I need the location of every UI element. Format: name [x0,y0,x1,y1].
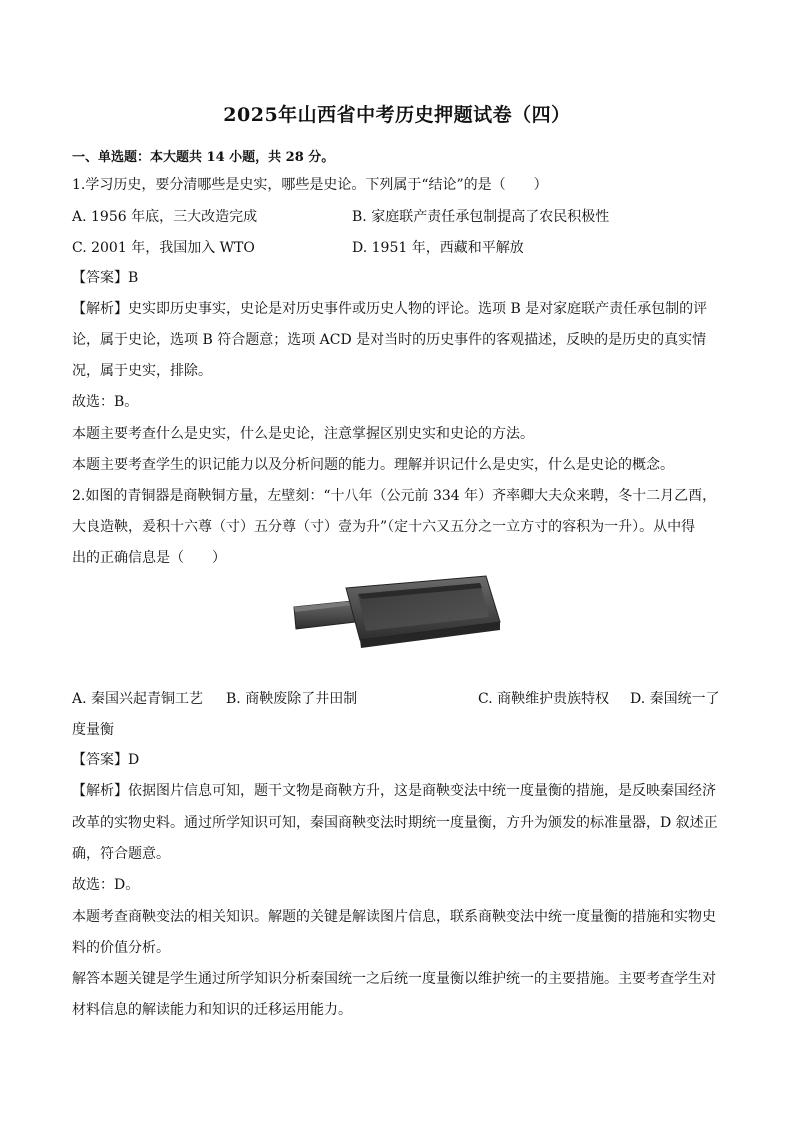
q1-option-b: B. 家庭联产责任承包制提高了农民积极性 [352,209,610,225]
analysis-bracket-close: 】 [114,301,128,317]
q1-stem: 1.学习历史，要分清哪些是史实，哪些是史论。下列属于“结论”的是（ ） [72,177,548,193]
q1-choice: 故选：B。 [72,394,139,410]
q1-analysis-line-1: 【解析】史实即历史事实，史论是对历史事件或历史人物的评论。选项 B 是对家庭联产责任承包制的评 [72,301,708,317]
answer-label: 答案 [86,752,114,768]
answer-bracket-close: 】 [114,270,128,286]
section-heading: 一、单选题：本大题共 14 小题，共 28 分。 [72,150,335,165]
q2-option-d: D. 秦国统一了 [630,691,720,707]
q2-answer-value: D [128,752,140,768]
q1-answer-value: B [128,270,139,286]
q2-analysis-line-2: 改革的实物史料。通过所学知识可知，秦国商鞅变法时期统一度量衡，方升为颁发的标准量器，D 叙述正 [72,815,718,831]
analysis-label: 解析 [86,783,114,799]
q2-choice: 故选：D。 [72,877,140,893]
q2-analysis-line-1: 【解析】依据图片信息可知，题干文物是商鞅方升，这是商鞅变法中统一度量衡的措施，是反映秦国经济 [72,783,716,799]
q2-stem-line-2: 大良造鞅，爰积十六尊（寸）五分尊（寸）壹为升”（定十六又五分之一立方寸的容积为一升）。从中得 [72,519,696,535]
q2-answer [72,745,722,776]
q1-option-c: C. 2001 年，我国加入 WTO [72,240,255,256]
bronze-measure-image [290,574,510,654]
q2-note-3: 解答本题关键是学生通过所学知识分析秦国统一之后统一度量衡以维护统一的主要措施。主要考查学生对 [72,971,716,987]
analysis-bracket-open: 【 [72,783,86,799]
q2-stem-line-1: 2.如图的青铜器是商鞅铜方量，左壁刻：“十八年（公元前 334 年）齐率卿大夫众来聘，冬十二月乙酉， [72,488,717,504]
answer-bracket-open: 【 [72,752,86,768]
q2-note-1: 本题考查商鞅变法的相关知识。解题的关键是解读图片信息，联系商鞅变法中统一度量衡的措施和实物史 [72,909,716,925]
analysis-label: 解析 [86,301,114,317]
q1-analysis-line-3: 况，属于史实，排除。 [72,363,212,379]
analysis-bracket-close: 】 [114,783,128,799]
answer-bracket-close: 】 [114,752,128,768]
q2-option-d-continued: 度量衡 [72,722,114,738]
q2-stem-line-3: 出的正确信息是（ ） [72,550,226,566]
q1-answer [72,263,722,294]
q1-note-2: 本题主要考查学生的识记能力以及分析问题的能力。理解并识记什么是史实，什么是史论的概念。 [72,457,674,473]
q2-option-b: B. 商鞅废除了井田制 [226,691,358,707]
q2-option-c: C. 商鞅维护贵族特权 [478,691,610,707]
q1-option-d: D. 1951 年，西藏和平解放 [352,240,524,256]
q1-analysis-line-2: 论，属于史论，选项 B 符合题意；选项 ACD 是对当时的历史事件的客观描述，反映的是历史的真实情 [72,332,707,348]
answer-label: 答案 [86,270,114,286]
q1-note-1: 本题主要考查什么是史实，什么是史论，注意掌握区别史实和史论的方法。 [72,426,534,442]
square-sheng-illustration [290,574,510,654]
q2-analysis-line-3: 确，符合题意。 [72,846,170,862]
q1-option-a: A. 1956 年底，三大改造完成 [72,209,258,225]
q2-note-2: 料的价值分析。 [72,940,170,956]
q2-note-4: 材料信息的解读能力和知识的迁移运用能力。 [72,1002,352,1018]
answer-bracket-open: 【 [72,270,86,286]
analysis-bracket-open: 【 [72,301,86,317]
page-title: 2025年山西省中考历史押题试卷（四） [223,104,571,126]
q2-option-a: A. 秦国兴起青铜工艺 [72,691,204,707]
